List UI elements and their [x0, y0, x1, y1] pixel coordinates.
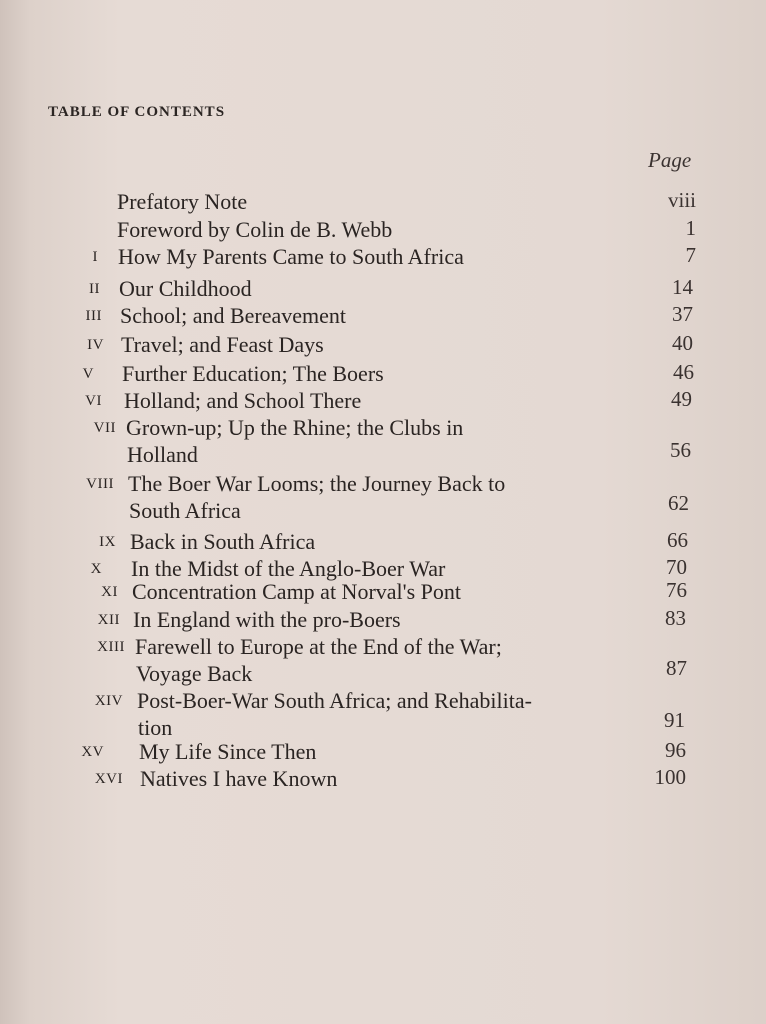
chapter-number: VII — [93, 420, 116, 436]
chapter-number: IV — [87, 337, 104, 353]
chapter-number: I — [92, 249, 98, 265]
chapter-title: In England with the pro-Boers — [133, 607, 401, 632]
chapter-number: XIII — [97, 639, 125, 655]
chapter-title: Natives I have Known — [140, 766, 338, 791]
chapter-number: XVI — [94, 771, 123, 787]
chapter-title: Travel; and Feast Days — [121, 332, 324, 357]
chapter-number: XI — [101, 584, 118, 600]
page-number: 96 — [665, 738, 686, 762]
chapter-title: Further Education; The Boers — [122, 361, 384, 386]
page-number: 14 — [672, 275, 693, 299]
chapter-title: Farewell to Europe at the End of the War; — [135, 634, 502, 659]
page-number: 49 — [671, 387, 692, 411]
chapter-number: VIII — [86, 476, 114, 492]
chapter-title: My Life Since Then — [139, 739, 317, 764]
chapter-title: tion — [138, 715, 173, 740]
chapter-number: XII — [97, 612, 120, 628]
page-number: 56 — [670, 438, 691, 462]
chapter-number: III — [85, 308, 102, 324]
page-column-label: Page — [648, 148, 692, 172]
chapter-title: Back in South Africa — [130, 529, 316, 554]
page-number: 62 — [668, 491, 689, 515]
chapter-title: Voyage Back — [136, 661, 253, 686]
chapter-number: V — [82, 366, 94, 382]
chapter-title: Our Childhood — [119, 276, 252, 301]
page-number: 66 — [667, 528, 688, 552]
chapter-number: XIV — [94, 693, 123, 709]
chapter-title: How My Parents Came to South Africa — [118, 244, 464, 269]
page-number: viii — [667, 188, 696, 212]
page-number: 91 — [664, 708, 685, 732]
chapter-title: School; and Bereavement — [120, 303, 347, 328]
page-number: 46 — [673, 360, 694, 384]
page-number: 83 — [665, 606, 686, 630]
page-number: 87 — [666, 656, 687, 680]
page-number: 70 — [666, 555, 687, 579]
chapter-number: II — [89, 281, 100, 297]
page-number: 40 — [672, 331, 693, 355]
chapter-number: VI — [85, 393, 102, 409]
chapter-title: Foreword by Colin de B. Webb — [117, 217, 393, 242]
chapter-title: Concentration Camp at Norval's Pont — [132, 579, 462, 604]
chapter-title: In the Midst of the Anglo-Boer War — [131, 556, 446, 581]
page-number: 37 — [672, 302, 693, 326]
chapter-title: Prefatory Note — [117, 189, 248, 214]
page-number: 1 — [685, 216, 696, 240]
page-number: 100 — [654, 765, 686, 789]
chapter-title: The Boer War Looms; the Journey Back to — [128, 471, 506, 496]
chapter-number: IX — [99, 534, 116, 550]
chapter-title: Holland; and School There — [124, 388, 362, 413]
toc-heading: TABLE OF CONTENTS — [48, 104, 226, 120]
chapter-title: South Africa — [129, 498, 241, 523]
chapter-number: X — [90, 561, 102, 577]
chapter-title: Post-Boer-War South Africa; and Rehabilita- — [137, 688, 532, 713]
page-number: 76 — [666, 578, 687, 602]
chapter-title: Holland — [127, 442, 198, 467]
page-number: 7 — [685, 243, 696, 267]
chapter-number: XV — [81, 744, 104, 760]
chapter-title: Grown-up; Up the Rhine; the Clubs in — [126, 415, 464, 440]
